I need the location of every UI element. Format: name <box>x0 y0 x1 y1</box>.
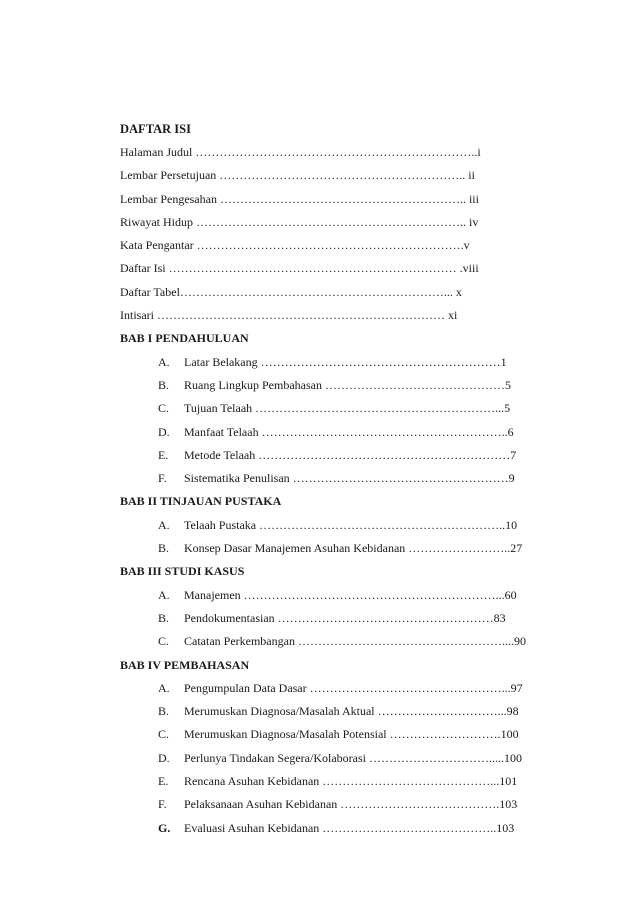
entry-letter: E. <box>158 774 169 789</box>
front-matter-list <box>120 141 542 327</box>
entry-letter: F. <box>158 471 167 486</box>
toc-entry-kata-pengantar: Kata Pengantar ………………………………………………………….v <box>120 238 470 253</box>
entry-text: Konsep Dasar Manajemen Asuhan Kebidanan ……………………..27 <box>184 541 523 556</box>
toc-entry <box>120 467 542 490</box>
entry-text: Metode Telaah ………………………………………………………7 <box>184 447 517 462</box>
entry-text: Latar Belakang ……………………………………………………1 <box>184 354 507 369</box>
entry-text: Manfaat Telaah ……………………………………………………..6 <box>184 424 514 439</box>
toc-entry-lembar-pengesahan: Lembar Pengesahan …………………………………………………….. iii <box>120 191 479 206</box>
toc-entry <box>120 747 542 770</box>
entry-text: Perlunya Tindakan Segera/Kolaborasi ………………………….....100 <box>184 750 522 765</box>
entry-letter: C. <box>158 727 170 742</box>
toc-entry-daftar-isi: Daftar Isi ……………………………………………………………… .viii <box>120 261 479 276</box>
entry-text: Tujuan Telaah ……………………………………………………...5 <box>184 401 511 416</box>
toc-entry-riwayat-hidup: Riwayat Hidup ………………………………………………………….. iv <box>120 214 479 229</box>
entry-text: Catatan Perkembangan ……………………………………………....90 <box>184 634 526 649</box>
entry-text: Telaah Pustaka ……………………………………………………..10 <box>184 517 518 532</box>
entry-letter: F. <box>158 797 167 812</box>
toc-entry <box>120 607 542 630</box>
toc-entry <box>120 351 542 374</box>
entry-text: Pengumpulan Data Dasar …………………………………………...97 <box>184 680 523 695</box>
toc-entry <box>120 584 542 607</box>
entry-text: Evaluasi Asuhan Kebidanan ……………………………………..103 <box>184 820 515 835</box>
entry-text: Sistematika Penulisan ………………………………………………9 <box>184 471 515 486</box>
entry-letter: A. <box>158 354 170 369</box>
entry-text: Rencana Asuhan Kebidanan ……………………………………...101 <box>184 774 518 789</box>
toc-entry-daftar-tabel: Daftar Tabel…………………………………………………………... x <box>120 284 462 299</box>
entry-text: Manajemen ………………………………………………………...60 <box>184 587 517 602</box>
toc-entry-intisari: Intisari ……………………………………………………………… xi <box>120 308 458 323</box>
entry-text: Pendokumentasian ………………………………………………83 <box>184 610 506 625</box>
toc-entry <box>120 817 542 840</box>
entry-text: Ruang Lingkup Pembahasan ………………………………………5 <box>184 377 511 392</box>
entry-letter: D. <box>158 750 170 765</box>
page-title: DAFTAR ISI <box>120 122 191 136</box>
toc-entry <box>120 444 542 467</box>
entry-letter: B. <box>158 541 170 556</box>
chapter-heading-bab-3: BAB III STUDI KASUS <box>120 564 245 579</box>
entry-letter: B. <box>158 704 170 719</box>
toc-entry-lembar-persetujuan: Lembar Persetujuan …………………………………………………….. ii <box>120 168 475 183</box>
entry-text: Merumuskan Diagnosa/Masalah Aktual …………………………...98 <box>184 704 519 719</box>
toc-entry-halaman-judul: Halaman Judul ……………………………………………………………..i <box>120 145 481 159</box>
toc-entry <box>120 374 542 397</box>
entry-letter: C. <box>158 634 170 649</box>
entry-letter: A. <box>158 517 170 532</box>
toc-entry <box>120 677 542 700</box>
toc-entry <box>120 793 542 816</box>
toc-entry <box>120 770 542 793</box>
entry-text: Merumuskan Diagnosa/Masalah Potensial ……………………….100 <box>184 727 519 742</box>
entry-letter: A. <box>158 587 170 602</box>
toc-entry <box>120 700 542 723</box>
entry-letter: A. <box>158 680 170 695</box>
entry-letter: D. <box>158 424 170 439</box>
table-of-contents <box>120 118 542 840</box>
entry-letter: B. <box>158 610 170 625</box>
entry-text: Pelaksanaan Asuhan Kebidanan ………………………………….103 <box>184 797 518 812</box>
chapter-heading-bab-2: BAB II TINJAUAN PUSTAKA <box>120 494 282 509</box>
entry-letter: B. <box>158 377 170 392</box>
entry-letter: G. <box>158 820 171 835</box>
toc-entry <box>120 723 542 746</box>
chapter-heading-bab-4: BAB IV PEMBAHASAN <box>120 657 250 672</box>
entry-letter: C. <box>158 401 170 416</box>
toc-entry <box>120 421 542 444</box>
toc-entry <box>120 514 542 537</box>
entry-letter: E. <box>158 447 169 462</box>
toc-entry <box>120 397 542 420</box>
chapter-heading-bab-1: BAB I PENDAHULUAN <box>120 331 249 346</box>
toc-entry <box>120 630 542 653</box>
toc-entry <box>120 537 542 560</box>
